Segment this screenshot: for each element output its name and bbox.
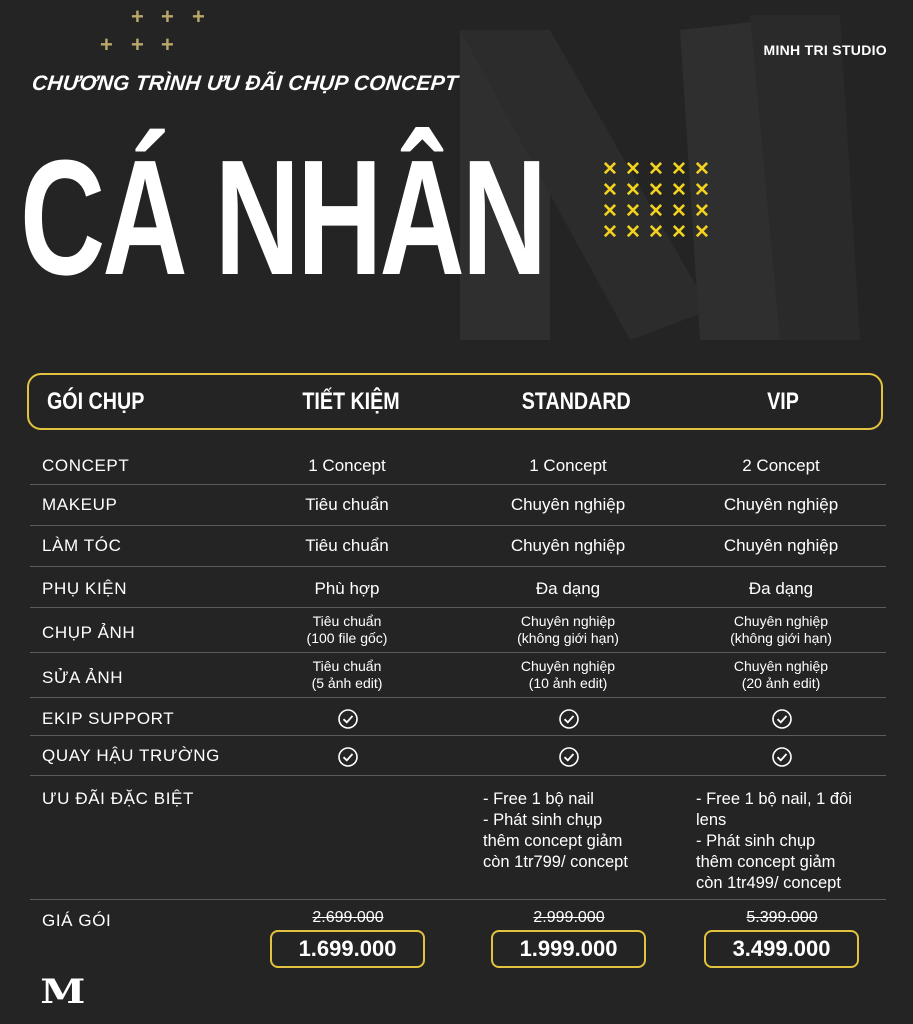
cell-concept-standard: 1 Concept <box>529 456 607 475</box>
row-label-chup-anh: CHỤP ẢNH <box>42 623 136 642</box>
cell-sua-anh-vip <box>696 658 866 692</box>
header-plan-standard: STANDARD <box>521 388 631 415</box>
brand-logo: M <box>40 972 86 1012</box>
row-divider <box>30 566 886 567</box>
cross-mark: ✕ <box>602 201 618 222</box>
row-label-phu-kien: PHỤ KIỆN <box>42 579 128 598</box>
cell-line: Tiêu chuẩn <box>312 658 382 674</box>
cell-line: Chuyên nghiệp <box>520 658 616 674</box>
cell-line: Chuyên nghiệp <box>733 658 829 674</box>
row-label-lam-toc: LÀM TÓC <box>42 536 122 555</box>
cell-sua-anh-standard <box>483 658 653 692</box>
cell-line: (10 ảnh edit) <box>528 675 608 691</box>
row-label-gia-goi: GIÁ GÓI <box>42 911 112 930</box>
row-divider <box>30 607 886 608</box>
cell-makeup-tiet-kiem: Tiêu chuẩn <box>305 495 389 514</box>
cross-mark: ✕ <box>671 222 687 243</box>
cell-concept-vip: 2 Concept <box>742 456 820 475</box>
price-tiet-kiem: 1.699.000 <box>270 930 425 968</box>
old-price-tiet-kiem: 2.699.000 <box>312 909 384 926</box>
cell-line: (100 file gốc) <box>306 630 388 646</box>
check-icon <box>771 708 793 730</box>
cross-mark: ✕ <box>625 159 641 180</box>
cell-makeup-vip: Chuyên nghiệp <box>723 495 839 514</box>
cross-mark: ✕ <box>671 159 687 180</box>
cross-mark: ✕ <box>694 180 710 201</box>
cell-phu-kien-standard: Đa dạng <box>535 579 601 598</box>
studio-name: MINH TRI STUDIO <box>763 42 887 58</box>
cross-mark: ✕ <box>694 201 710 222</box>
cross-mark: ✕ <box>648 201 664 222</box>
cell-line: Chuyên nghiệp <box>733 613 829 629</box>
row-divider <box>30 697 886 698</box>
cell-line: (20 ảnh edit) <box>741 675 821 691</box>
cross-mark: ✕ <box>625 201 641 222</box>
cell-chup-anh-standard <box>483 613 653 647</box>
row-divider <box>30 525 886 526</box>
cell-concept-tiet-kiem: 1 Concept <box>308 456 386 475</box>
cell-phu-kien-vip: Đa dạng <box>748 579 814 598</box>
page-title: CÁ NHÂN <box>20 126 545 309</box>
old-price-vip: 5.399.000 <box>746 909 818 926</box>
row-divider <box>30 652 886 653</box>
header-plan-vip: VIP <box>767 388 799 415</box>
row-divider <box>30 775 886 776</box>
cross-mark: ✕ <box>625 180 641 201</box>
cross-mark: ✕ <box>694 222 710 243</box>
row-label-uu-dai: ƯU ĐÃI ĐẶC BIỆT <box>42 789 194 808</box>
table-header <box>27 373 883 430</box>
check-icon <box>337 746 359 768</box>
cross-mark: ✕ <box>671 201 687 222</box>
cross-pattern-decoration <box>602 159 712 243</box>
check-icon <box>558 746 580 768</box>
cell-line: (5 ảnh edit) <box>311 675 383 691</box>
cross-mark: ✕ <box>694 159 710 180</box>
cell-line: (không giới hạn) <box>730 630 832 646</box>
row-label-sua-anh: SỬA ẢNH <box>42 668 124 687</box>
price-standard: 1.999.000 <box>491 930 646 968</box>
price-vip: 3.499.000 <box>704 930 859 968</box>
cross-mark: ✕ <box>602 159 618 180</box>
cross-mark: ✕ <box>648 180 664 201</box>
cross-mark: ✕ <box>648 159 664 180</box>
cell-lam-toc-tiet-kiem: Tiêu chuẩn <box>305 536 389 555</box>
row-label-concept: CONCEPT <box>42 456 130 475</box>
row-label-ekip-support: EKIP SUPPORT <box>42 709 175 728</box>
cross-mark: ✕ <box>602 222 618 243</box>
cross-mark: ✕ <box>648 222 664 243</box>
row-divider <box>30 484 886 485</box>
row-label-quay-hau-truong: QUAY HẬU TRƯỜNG <box>42 746 220 765</box>
row-label-makeup: MAKEUP <box>42 495 118 514</box>
cell-phu-kien-tiet-kiem: Phù hợp <box>314 579 380 598</box>
header-label: GÓI CHỤP <box>47 388 145 415</box>
cell-lam-toc-vip: Chuyên nghiệp <box>723 536 839 555</box>
promo-subtitle: CHƯƠNG TRÌNH ƯU ĐÃI CHỤP CONCEPT <box>30 72 460 95</box>
old-price-standard: 2.999.000 <box>533 909 605 926</box>
cross-mark: ✕ <box>671 180 687 201</box>
header-plan-tiet-kiem: TIẾT KIỆM <box>302 388 400 415</box>
check-icon <box>558 708 580 730</box>
cell-sua-anh-tiet-kiem <box>262 658 432 692</box>
cross-mark: ✕ <box>625 222 641 243</box>
cell-chup-anh-tiet-kiem <box>262 613 432 647</box>
special-vip: - Free 1 bộ nail, 1 đôi lens - Phát sinh chụp thêm concept giảm còn 1tr499/ concept <box>696 790 852 892</box>
cell-chup-anh-vip <box>696 613 866 647</box>
cross-mark: ✕ <box>602 180 618 201</box>
special-standard: - Free 1 bộ nail - Phát sinh chụp thêm concept giảm còn 1tr799/ concept <box>483 790 628 871</box>
cell-line: (không giới hạn) <box>517 630 619 646</box>
check-icon <box>337 708 359 730</box>
check-icon <box>771 746 793 768</box>
cell-makeup-standard: Chuyên nghiệp <box>510 495 626 514</box>
row-divider <box>30 735 886 736</box>
row-divider <box>30 899 886 900</box>
cell-lam-toc-standard: Chuyên nghiệp <box>510 536 626 555</box>
cell-line: Chuyên nghiệp <box>520 613 616 629</box>
cell-line: Tiêu chuẩn <box>312 613 382 629</box>
